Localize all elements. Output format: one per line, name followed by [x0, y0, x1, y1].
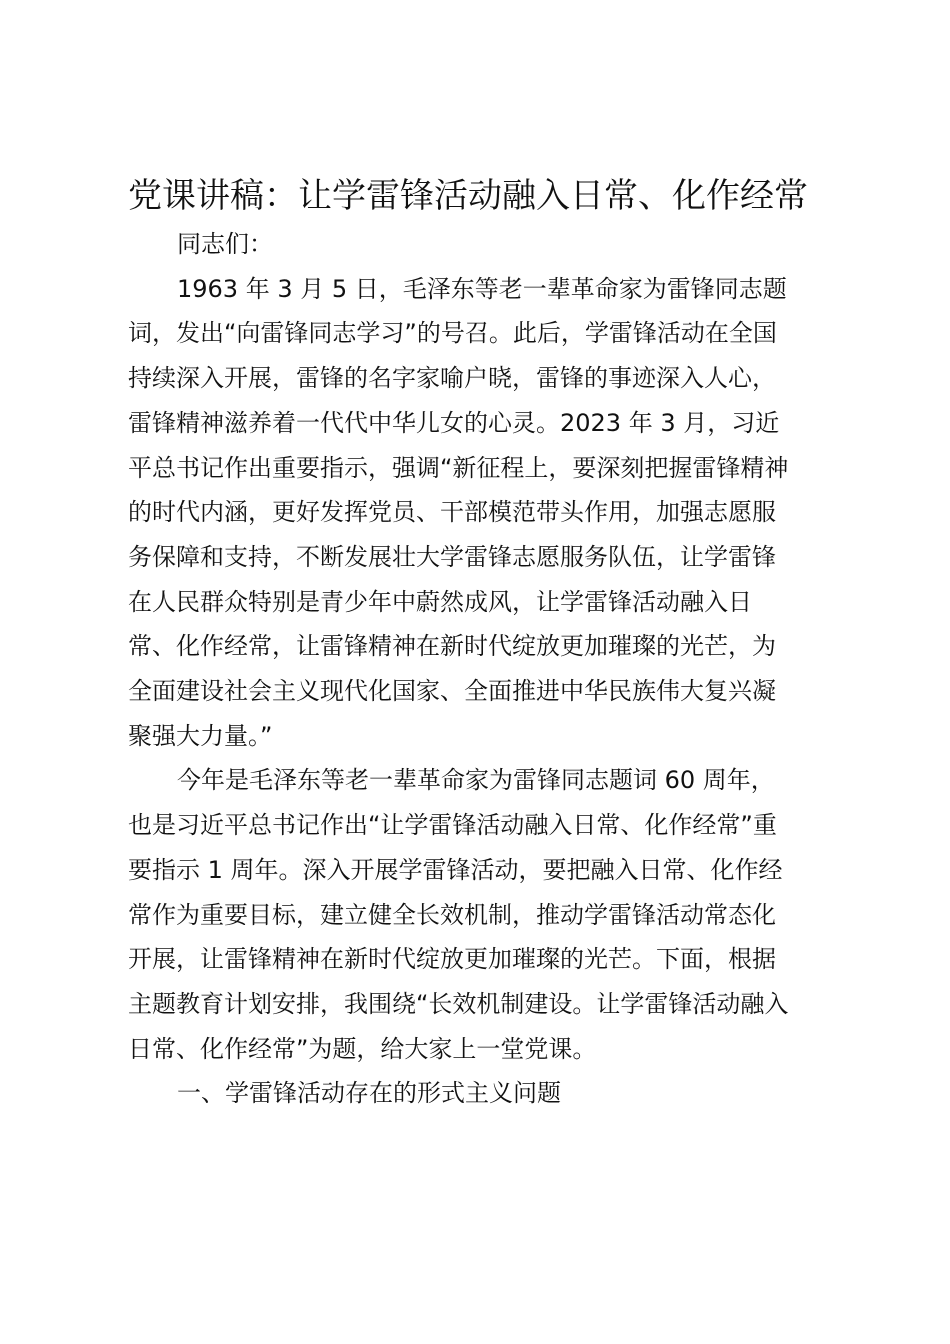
- paragraph-line: 常、化作经常，让雷锋精神在新时代绽放更加璀璨的光芒，为: [128, 632, 776, 661]
- paragraph-line: 务保障和支持，不断发展壮大学雷锋志愿服务队伍，让学雷锋: [128, 542, 776, 571]
- paragraph-line: 今年是毛泽东等老一辈革命家为雷锋同志题词 60 周年，: [177, 766, 775, 795]
- paragraph-line: 日常、化作经常”为题，给大家上一堂党课。: [128, 1034, 597, 1063]
- paragraph-line: 词，发出“向雷锋同志学习”的号召。此后，学雷锋活动在全国: [128, 319, 777, 348]
- section-heading: 一、学雷锋活动存在的形式主义问题: [177, 1079, 561, 1108]
- paragraph-1: [128, 267, 828, 759]
- paragraph-line: 常作为重要目标，建立健全长效机制，推动学雷锋活动常态化: [128, 900, 776, 929]
- document-title: 党课讲稿：让学雷锋活动融入日常、化作经常: [128, 176, 808, 216]
- paragraph-line: 平总书记作出重要指示，强调“新征程上，要深刻把握雷锋精神: [128, 453, 789, 482]
- salutation: 同志们：: [177, 230, 273, 258]
- paragraph-line: 雷锋精神滋养着一代代中华儿女的心灵。2023 年 3 月，习近: [128, 408, 780, 437]
- paragraph-line: 的时代内涵，更好发挥党员、干部模范带头作用，加强志愿服: [128, 498, 776, 527]
- paragraph-line: 全面建设社会主义现代化国家、全面推进中华民族伟大复兴凝: [128, 677, 776, 706]
- paragraph-line: 主题教育计划安排，我围绕“长效机制建设。让学雷锋活动融入: [128, 989, 789, 1018]
- paragraph-2: [128, 758, 828, 1071]
- paragraph-line: 也是习近平总书记作出“让学雷锋活动融入日常、化作经常”重: [128, 811, 777, 840]
- paragraph-line: 要指示 1 周年。深入开展学雷锋活动，要把融入日常、化作经: [128, 855, 783, 884]
- paragraph-line: 开展，让雷锋精神在新时代绽放更加璀璨的光芒。下面，根据: [128, 945, 776, 974]
- paragraph-line: 在人民群众特别是青少年中蔚然成风，让学雷锋活动融入日: [128, 587, 752, 616]
- paragraph-line: 1963 年 3 月 5 日，毛泽东等老一辈革命家为雷锋同志题: [177, 274, 787, 303]
- document-page: [128, 170, 828, 1116]
- paragraph-line: 持续深入开展，雷锋的名字家喻户晓，雷锋的事迹深入人心，: [128, 364, 776, 393]
- paragraph-line: 聚强大力量。”: [128, 721, 273, 750]
